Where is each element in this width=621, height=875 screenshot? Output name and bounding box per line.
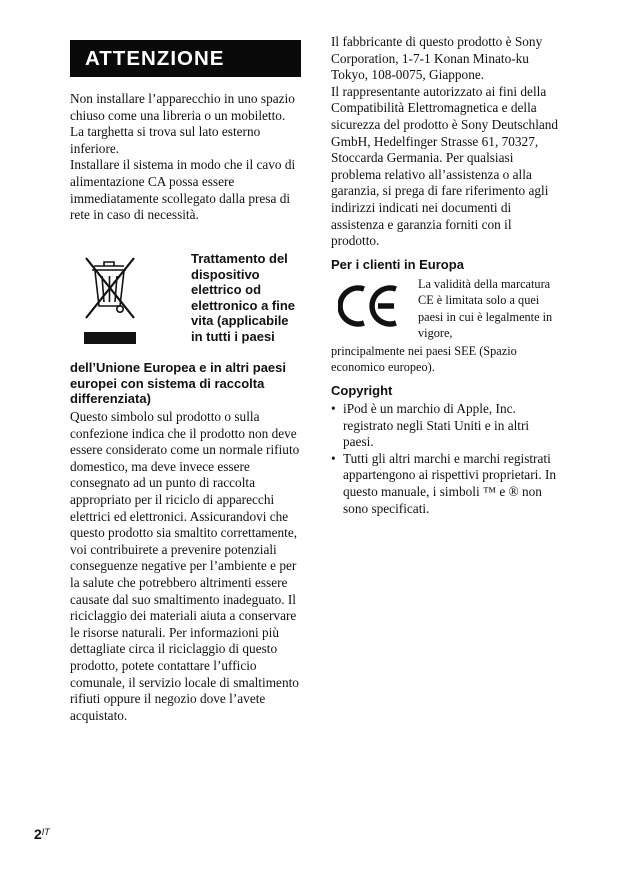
attention-banner: ATTENZIONE [70, 40, 301, 77]
weee-heading-continued: dell’Unione Europea e in altri paesi europei con sistema di raccolta differenziata) [70, 360, 286, 407]
crossed-out-wheelie-bin-icon [80, 252, 140, 344]
copyright-list [331, 401, 563, 517]
manufacturer-paragraph-2: Il rappresentante autorizzato ai fini della Compatibilità Elettromagnetica e della sicurezza del prodotto è Sony Deutschland GmbH, Hedelfinger Strasse 61, 70327, Stoccarda Germania. Per qualsiasi problema relativo all’assistenza o alla garanzia, si prega di fare riferimento agli indirizzi indicati nei documenti di assistenza e garanzia forniti con il prodotto. [331, 83, 559, 249]
page-number-value: 2 [34, 826, 42, 842]
copyright-item-text: iPod è un marchio di Apple, Inc. registrato negli Stati Uniti e in altri paesi. [343, 401, 530, 450]
ce-validity-text: La validità della marcatura CE è limitata solo a quei paesi in cui è legalmente in vigore, [418, 277, 553, 341]
manufacturer-info [331, 34, 563, 250]
warning-paragraph-2: La targhetta si trova sul lato esterno inferiore. [70, 124, 261, 156]
copyright-item-text: Tutti gli altri marchi e marchi registrati appartengono ai rispettivi proprietari. In questo manuale, i simboli ™ e ® non sono specificati. [343, 450, 557, 516]
manufacturer-paragraph-1: Il fabbricante di questo prodotto è Sony Corporation, 1-7-1 Konan Minato-ku Tokyo, 108-0075, Giappone. [331, 34, 543, 83]
ce-mark-icon [338, 283, 400, 329]
bullet-icon: • [331, 450, 336, 466]
weee-heading: Trattamento del dispositivo elettrico od elettronico a fine vita (applicabile in tutti i paesi [191, 251, 296, 344]
weee-body [70, 409, 303, 724]
copyright-heading: Copyright [331, 383, 393, 398]
list-item [331, 401, 563, 451]
europe-heading: Per i clienti in Europa [331, 257, 464, 272]
page-language-suffix: IT [41, 827, 50, 837]
warning-paragraph-1: Non installare l’apparecchio in uno spazio chiuso come una libreria o un mobiletto. [70, 91, 295, 123]
bullet-icon: • [331, 401, 336, 416]
list-item [331, 451, 563, 517]
warning-paragraph-3: Installare il sistema in modo che il cavo di alimentazione CA possa essere immediatamente scollegato dalla presa di rete in caso di necessità. [70, 157, 296, 223]
ce-validity-text-continued: principalmente nei paesi SEE (Spazio economico europeo). [331, 344, 517, 375]
weee-body-paragraph: Questo simbolo sul prodotto o sulla confezione indica che il prodotto non deve essere considerato come un normale rifiuto domestico, ma deve invece essere consegnato ad un punto di raccolta appropriato per il riciclo di apparecchi elettrici ed elettronici. Assicurandovi che questo prodotto sia smaltito correttamente, voi contribuirete a prevenire potenziali conseguenze negative per l’ambiente e per la salute che potrebbero altrimenti essere causate dal suo smaltimento inadeguato. Il riciclaggio dei materiali aiuta a conservare le risorse naturali. Per informazioni più dettagliate circa il riciclaggio di questo prodotto, potete contattare l’ufficio comunale, il servizio locale di smaltimento rifiuti oppure il negozio dove l’avete acquistato. [70, 409, 300, 723]
installation-warning [70, 91, 303, 224]
page-number [34, 826, 50, 842]
